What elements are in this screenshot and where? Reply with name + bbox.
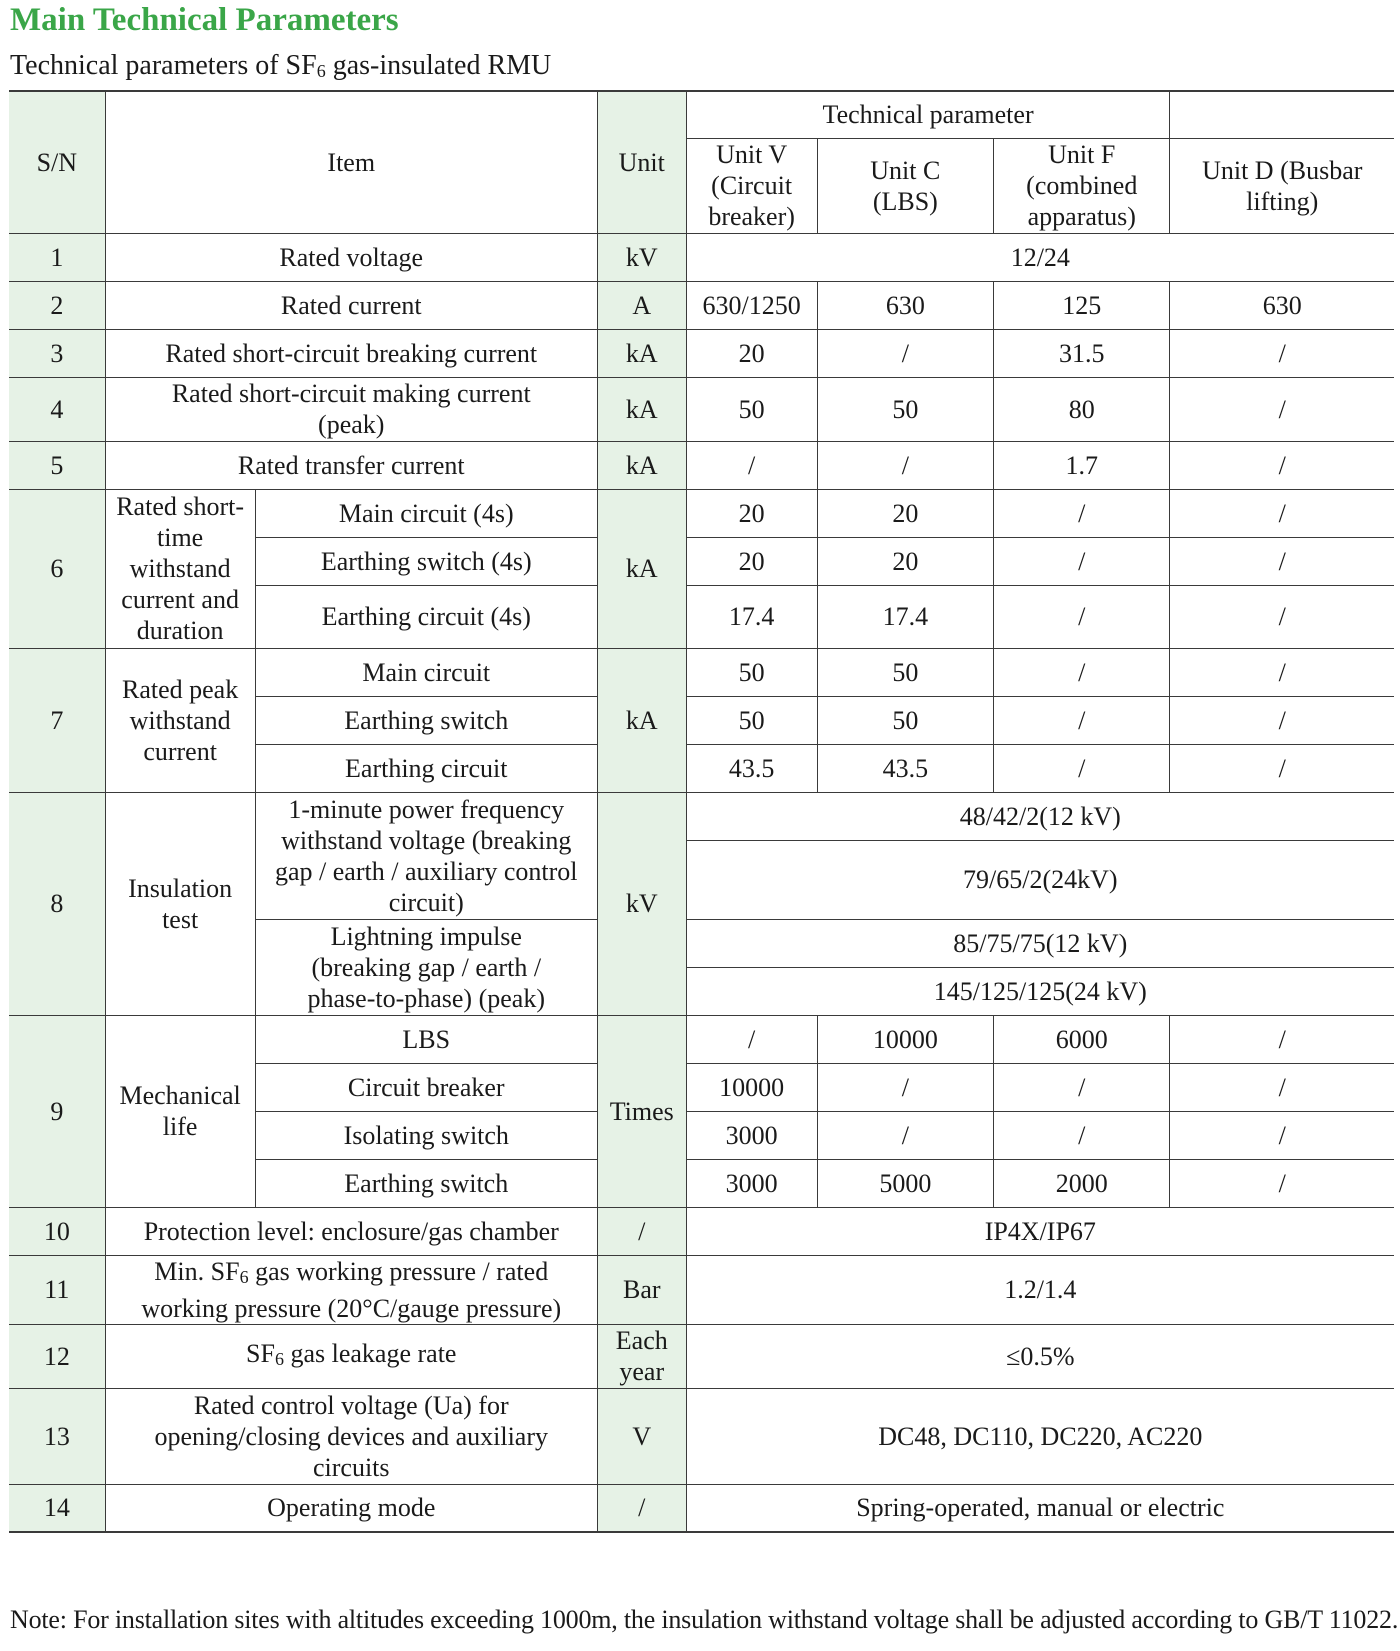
item-cell (105, 1324, 597, 1388)
subitem-cell: Earthing switch (255, 1159, 597, 1207)
value-cell: 50 (817, 696, 993, 744)
header-blank (1170, 91, 1394, 138)
unit-cell: kA (597, 489, 686, 648)
sn-cell: 11 (9, 1255, 105, 1324)
item-text-pre: Min. SF (154, 1256, 240, 1286)
header-unit-d: Unit D (Busbar lifting) (1170, 138, 1394, 233)
item-text-pre: SF (246, 1338, 275, 1368)
sn-cell: 10 (9, 1207, 105, 1255)
value-cell: 50 (686, 377, 817, 441)
sn-cell: 4 (9, 377, 105, 441)
value-cell: 50 (817, 377, 993, 441)
item-text-post: gas working pressure / rated working pressure (20°C/gauge pressure) (141, 1256, 562, 1323)
item-cell: Rated transfer current (105, 441, 597, 489)
value-cell: 20 (686, 489, 817, 537)
value-cell: / (686, 1015, 817, 1063)
footnote: Note: For installation sites with altitudes exceeding 1000m, the insulation withstand voltage shall be adjusted according to GB/T 11022. (10, 1605, 1399, 1634)
value-cell: 20 (686, 537, 817, 585)
value-cell: 145/125/125(24 kV) (686, 967, 1394, 1015)
value-cell: 630 (817, 281, 993, 329)
unit-cell: kV (597, 792, 686, 1015)
subitem-cell: Earthing switch (4s) (255, 537, 597, 585)
header-sn: S/N (9, 91, 105, 233)
table-row (9, 1484, 1394, 1532)
value-cell: / (994, 1111, 1170, 1159)
value-cell: 1.2/1.4 (686, 1255, 1394, 1324)
item-cell: Rated short-circuit making current (peak) (105, 377, 597, 441)
table-row (9, 1255, 1394, 1324)
unit-cell: / (597, 1484, 686, 1532)
value-cell: 3000 (686, 1159, 817, 1207)
value-cell: 17.4 (686, 585, 817, 648)
unit-cell: / (597, 1207, 686, 1255)
item-cell: Rated peak withstand current (105, 648, 255, 792)
subitem-cell: Earthing circuit (4s) (255, 585, 597, 648)
subitem-cell: LBS (255, 1015, 597, 1063)
value-cell: / (994, 696, 1170, 744)
value-cell: / (994, 537, 1170, 585)
value-cell: 50 (686, 696, 817, 744)
table-row (9, 1388, 1394, 1484)
table-row (9, 648, 1394, 696)
table-row (9, 281, 1394, 329)
value-cell: / (994, 489, 1170, 537)
value-cell: / (817, 1111, 993, 1159)
value-cell: / (1170, 329, 1394, 377)
value-cell: 50 (686, 648, 817, 696)
value-cell: 6000 (994, 1015, 1170, 1063)
header-unit: Unit (597, 91, 686, 233)
item-cell: Insulation test (105, 792, 255, 1015)
value-cell: / (994, 1063, 1170, 1111)
value-cell: 125 (994, 281, 1170, 329)
unit-cell: kA (597, 377, 686, 441)
header-row (9, 91, 1394, 138)
value-cell: 43.5 (817, 744, 993, 792)
value-cell: / (1170, 1111, 1394, 1159)
value-cell: 3000 (686, 1111, 817, 1159)
unit-cell: kA (597, 648, 686, 792)
value-cell: / (817, 329, 993, 377)
sn-cell: 13 (9, 1388, 105, 1484)
subitem-cell: Main circuit (255, 648, 597, 696)
subitem-cell: Main circuit (4s) (255, 489, 597, 537)
item-cell: Protection level: enclosure/gas chamber (105, 1207, 597, 1255)
table-row (9, 489, 1394, 537)
subitem-cell: Earthing switch (255, 696, 597, 744)
value-cell: / (1170, 744, 1394, 792)
value-cell: 17.4 (817, 585, 993, 648)
value-cell: 50 (817, 648, 993, 696)
value-cell: 31.5 (994, 329, 1170, 377)
item-text-post: gas leakage rate (283, 1338, 457, 1368)
value-cell: / (1170, 377, 1394, 441)
value-cell: / (1170, 537, 1394, 585)
value-cell: 630/1250 (686, 281, 817, 329)
unit-cell: Bar (597, 1255, 686, 1324)
value-cell: / (1170, 585, 1394, 648)
table-row (9, 1015, 1394, 1063)
sn-cell: 12 (9, 1324, 105, 1388)
value-cell: / (1170, 1063, 1394, 1111)
value-cell: 10000 (686, 1063, 817, 1111)
table-row (9, 329, 1394, 377)
value-cell: 10000 (817, 1015, 993, 1063)
value-cell: 2000 (994, 1159, 1170, 1207)
item-cell: Operating mode (105, 1484, 597, 1532)
unit-cell: kA (597, 441, 686, 489)
unit-cell: kV (597, 233, 686, 281)
technical-parameters-table (9, 90, 1394, 1533)
unit-cell: Each year (597, 1324, 686, 1388)
sn-cell: 3 (9, 329, 105, 377)
caption-text-post: gas-insulated RMU (325, 50, 552, 81)
value-cell: / (1170, 1159, 1394, 1207)
sn-cell: 6 (9, 489, 105, 648)
value-cell: 20 (817, 537, 993, 585)
header-unit-v: Unit V (Circuit breaker) (686, 138, 817, 233)
item-cell: Mechanical life (105, 1015, 255, 1207)
sn-cell: 14 (9, 1484, 105, 1532)
value-cell: / (817, 441, 993, 489)
value-cell: / (1170, 441, 1394, 489)
value-cell: DC48, DC110, DC220, AC220 (686, 1388, 1394, 1484)
value-cell: / (1170, 489, 1394, 537)
value-cell: Spring-operated, manual or electric (686, 1484, 1394, 1532)
table-row (9, 792, 1394, 840)
value-cell: / (994, 648, 1170, 696)
value-cell: / (1170, 648, 1394, 696)
page-title: Main Technical Parameters (10, 2, 399, 38)
sn-cell: 9 (9, 1015, 105, 1207)
table-caption (10, 50, 551, 82)
value-cell: 20 (686, 329, 817, 377)
sn-cell: 1 (9, 233, 105, 281)
value-cell: IP4X/IP67 (686, 1207, 1394, 1255)
header-item: Item (105, 91, 597, 233)
header-unit-f: Unit F (combined apparatus) (994, 138, 1170, 233)
value-cell: 630 (1170, 281, 1394, 329)
table-row (9, 377, 1394, 441)
value-cell: 79/65/2(24kV) (686, 840, 1394, 919)
item-cell: Rated voltage (105, 233, 597, 281)
value-cell: 48/42/2(12 kV) (686, 792, 1394, 840)
value-cell: 20 (817, 489, 993, 537)
unit-cell: A (597, 281, 686, 329)
value-cell: 5000 (817, 1159, 993, 1207)
item-cell: Rated short-circuit breaking current (105, 329, 597, 377)
subitem-cell: Circuit breaker (255, 1063, 597, 1111)
sn-cell: 2 (9, 281, 105, 329)
item-cell: Rated control voltage (Ua) for opening/closing devices and auxiliary circuits (105, 1388, 597, 1484)
item-cell: Rated current (105, 281, 597, 329)
table-row (9, 1324, 1394, 1388)
value-cell: 1.7 (994, 441, 1170, 489)
table-row (9, 1207, 1394, 1255)
caption-subscript: 6 (316, 61, 326, 81)
value-cell: / (994, 744, 1170, 792)
subitem-cell: 1-minute power frequency withstand voltage (breaking gap / earth / auxiliary control circuit) (255, 792, 597, 919)
header-unit-c: Unit C (LBS) (817, 138, 993, 233)
unit-cell: kA (597, 329, 686, 377)
caption-text-pre: Technical parameters of SF (10, 50, 317, 81)
value-cell: 80 (994, 377, 1170, 441)
header-technical-parameter: Technical parameter (686, 91, 1170, 138)
sn-cell: 7 (9, 648, 105, 792)
unit-cell: Times (597, 1015, 686, 1207)
subitem-cell: Lightning impulse (breaking gap / earth / phase-to-phase) (peak) (255, 919, 597, 1015)
value-cell: 12/24 (686, 233, 1394, 281)
subitem-cell: Earthing circuit (255, 744, 597, 792)
value-cell: / (1170, 1015, 1394, 1063)
value-cell: / (1170, 696, 1394, 744)
value-cell: / (686, 441, 817, 489)
table-row (9, 441, 1394, 489)
value-cell: / (817, 1063, 993, 1111)
value-cell: 85/75/75(12 kV) (686, 919, 1394, 967)
item-subscript: 6 (274, 1348, 284, 1369)
item-cell: Rated short-time withstand current and duration (105, 489, 255, 648)
subitem-cell: Isolating switch (255, 1111, 597, 1159)
sn-cell: 8 (9, 792, 105, 1015)
value-cell: ≤0.5% (686, 1324, 1394, 1388)
item-cell (105, 1255, 597, 1324)
table-row (9, 233, 1394, 281)
unit-cell: V (597, 1388, 686, 1484)
value-cell: / (994, 585, 1170, 648)
value-cell: 43.5 (686, 744, 817, 792)
item-subscript: 6 (239, 1266, 249, 1287)
sn-cell: 5 (9, 441, 105, 489)
